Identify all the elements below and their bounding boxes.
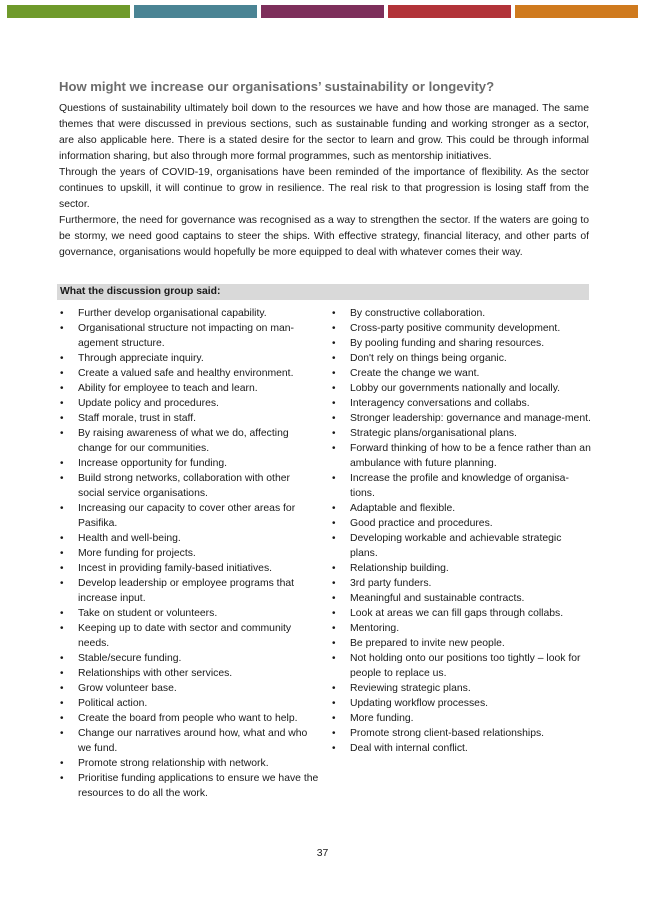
list-item — [331, 411, 591, 426]
list-item — [331, 636, 591, 651]
decorative-color-stripes — [7, 5, 638, 18]
list-item-text: Promote strong relationship with network. — [78, 758, 269, 769]
stripe-red — [388, 5, 511, 18]
list-item-text: Grow volunteer base. — [78, 683, 177, 694]
stripe-plum — [261, 5, 384, 18]
list-item — [59, 426, 319, 456]
bullet-icon: • — [60, 578, 64, 589]
list-item — [59, 351, 319, 366]
list-item-text: Prioritise funding applications to ensure we have the resources to do all the work. — [78, 773, 319, 799]
list-item — [331, 606, 591, 621]
list-item-text: Increase the profile and knowledge of organisa-tions. — [350, 473, 569, 499]
list-item-text: 3rd party funders. — [350, 578, 432, 589]
bullet-icon: • — [332, 368, 336, 379]
list-item-text: Develop leadership or employee programs that increase input. — [78, 578, 295, 604]
stripe-orange — [515, 5, 638, 18]
list-item-text: More funding. — [350, 713, 414, 724]
list-item-text: Cross-party positive community development. — [350, 323, 561, 334]
bullet-icon: • — [60, 413, 64, 424]
list-item-text: Keeping up to date with sector and community needs. — [78, 623, 292, 649]
page-number: 37 — [316, 848, 329, 859]
list-item — [59, 681, 319, 696]
list-item — [331, 561, 591, 576]
bullet-icon: • — [332, 413, 336, 424]
bullet-icon: • — [60, 548, 64, 559]
list-item-text: Mentoring. — [350, 623, 400, 634]
bullet-icon: • — [60, 623, 64, 634]
list-item — [331, 741, 591, 756]
bullet-icon: • — [332, 698, 336, 709]
list-item-text: Be prepared to invite new people. — [350, 638, 505, 649]
list-item-text: Lobby our governments nationally and locally. — [350, 383, 561, 394]
list-item-text: More funding for projects. — [78, 548, 196, 559]
list-item-text: Relationship building. — [350, 563, 449, 574]
list-item-text: Ability for employee to teach and learn. — [78, 383, 258, 394]
list-item — [331, 471, 591, 501]
bullet-icon: • — [60, 668, 64, 679]
list-item — [59, 696, 319, 711]
list-item — [331, 516, 591, 531]
list-item-text: Build strong networks, collaboration with other social service organisations. — [78, 473, 290, 499]
bullet-icon: • — [332, 638, 336, 649]
list-item — [331, 576, 591, 591]
list-item-text: Adaptable and flexible. — [350, 503, 456, 514]
list-item — [331, 531, 591, 561]
stripe-teal — [134, 5, 257, 18]
bullet-icon: • — [60, 773, 64, 784]
list-item — [59, 576, 319, 606]
bullet-icon: • — [60, 473, 64, 484]
list-item-text: Reviewing strategic plans. — [350, 683, 471, 694]
list-item — [331, 501, 591, 516]
bullet-icon: • — [60, 698, 64, 709]
bullet-icon: • — [332, 443, 336, 454]
list-item — [331, 711, 591, 726]
bullet-icon: • — [60, 653, 64, 664]
bullet-icon: • — [60, 428, 64, 439]
stripe-green — [7, 5, 130, 18]
bullet-icon: • — [60, 383, 64, 394]
discussion-group-header: What the discussion group said: — [57, 284, 589, 300]
bullet-icon: • — [332, 518, 336, 529]
list-item — [59, 381, 319, 396]
list-item-text: Staff morale, trust in staff. — [78, 413, 197, 424]
bullet-icon: • — [332, 383, 336, 394]
bullet-icon: • — [332, 653, 336, 664]
bullet-icon: • — [332, 683, 336, 694]
bullet-icon: • — [60, 563, 64, 574]
list-item — [331, 306, 591, 321]
list-item — [59, 501, 319, 531]
list-item-text: Health and well-being. — [78, 533, 181, 544]
bullet-icon: • — [332, 578, 336, 589]
list-item-text: By raising awareness of what we do, affecting change for our communities. — [78, 428, 289, 454]
list-item-text: Relationships with other services. — [78, 668, 233, 679]
list-item — [331, 321, 591, 336]
bullet-icon: • — [332, 593, 336, 604]
list-item-text: Forward thinking of how to be a fence rather than an ambulance with future planning. — [350, 443, 591, 469]
bullet-icon: • — [60, 533, 64, 544]
bullet-icon: • — [60, 608, 64, 619]
bullet-icon: • — [60, 308, 64, 319]
list-item — [331, 651, 591, 681]
list-item — [59, 546, 319, 561]
bullet-icon: • — [332, 428, 336, 439]
list-item — [59, 561, 319, 576]
bullet-icon: • — [332, 503, 336, 514]
bullet-icon: • — [332, 353, 336, 364]
list-item — [331, 441, 591, 471]
list-item — [331, 336, 591, 351]
list-item-text: Look at areas we can fill gaps through collabs. — [350, 608, 564, 619]
list-item-text: Update policy and procedures. — [78, 398, 219, 409]
bullet-icon: • — [60, 683, 64, 694]
left-bullet-list — [59, 306, 319, 801]
list-item-text: Political action. — [78, 698, 148, 709]
right-bullet-list — [331, 306, 591, 756]
bullet-icon: • — [60, 728, 64, 739]
list-item-text: Create the board from people who want to help. — [78, 713, 298, 724]
list-item — [331, 681, 591, 696]
bullet-icon: • — [332, 623, 336, 634]
list-item — [59, 396, 319, 411]
list-item — [331, 381, 591, 396]
list-item-text: Updating workflow processes. — [350, 698, 489, 709]
list-item — [59, 621, 319, 651]
bullet-icon: • — [60, 323, 64, 334]
list-item-text: Strategic plans/organisational plans. — [350, 428, 517, 439]
list-item — [59, 411, 319, 426]
bullet-icon: • — [60, 398, 64, 409]
list-item — [331, 426, 591, 441]
list-item — [331, 351, 591, 366]
list-item-text: Further develop organisational capability. — [78, 308, 267, 319]
list-item — [59, 456, 319, 471]
list-item-text: Interagency conversations and collabs. — [350, 398, 530, 409]
list-item-text: Not holding onto our positions too tightly – look for people to replace us. — [350, 653, 581, 679]
list-item-text: Stable/secure funding. — [78, 653, 182, 664]
list-item-text: Don't rely on things being organic. — [350, 353, 507, 364]
list-item-text: Meaningful and sustainable contracts. — [350, 593, 525, 604]
section-heading: How might we increase our organisations’ sustainability or longevity? — [59, 79, 495, 94]
list-item-text: Incest in providing family-based initiatives. — [78, 563, 273, 574]
bullet-icon: • — [332, 323, 336, 334]
body-paragraph: Through the years of COVID-19, organisations have been reminded of the importance of flexibility. As the sector continues to upskill, it will continue to grow in resilience. The real risk to that progression is losing staff from the sector. — [59, 167, 589, 210]
list-item — [331, 396, 591, 411]
bullet-icon: • — [60, 458, 64, 469]
list-item — [331, 621, 591, 636]
list-item — [59, 651, 319, 666]
list-item-text: Deal with internal conflict. — [350, 743, 468, 754]
bullet-icon: • — [332, 533, 336, 544]
list-item-text: Organisational structure not impacting on man-agement structure. — [78, 323, 295, 349]
list-item-text: Change our narratives around how, what and who we fund. — [78, 728, 308, 754]
list-item-text: Increase opportunity for funding. — [78, 458, 228, 469]
bullet-icon: • — [332, 398, 336, 409]
body-paragraph: Questions of sustainability ultimately boil down to the resources we have and how those are managed. The same themes that were discussed in previous sections, such as sustainable funding and working stronger as a sector, are also applicable here. There is a stated desire for the sector to learn and grow. This could be through informal information sharing, but also through more formal programmes, such as mentorship initiatives. — [59, 103, 589, 162]
list-item — [59, 366, 319, 381]
list-item — [59, 666, 319, 681]
bullet-icon: • — [332, 743, 336, 754]
list-item-text: Good practice and procedures. — [350, 518, 493, 529]
list-item-text: By constructive collaboration. — [350, 308, 486, 319]
bullet-icon: • — [60, 758, 64, 769]
list-item-text: Through appreciate inquiry. — [78, 353, 204, 364]
list-item — [59, 321, 319, 351]
bullet-icon: • — [60, 503, 64, 514]
list-item — [59, 711, 319, 726]
list-item-text: Create the change we want. — [350, 368, 480, 379]
bullet-icon: • — [60, 353, 64, 364]
bullet-icon: • — [332, 713, 336, 724]
bullet-icon: • — [60, 713, 64, 724]
list-item-text: Promote strong client-based relationships. — [350, 728, 545, 739]
list-item — [331, 366, 591, 381]
bullet-icon: • — [332, 338, 336, 349]
list-item-text: By pooling funding and sharing resources. — [350, 338, 545, 349]
list-item — [59, 756, 319, 771]
list-item-text: Developing workable and achievable strategic plans. — [350, 533, 562, 559]
list-item — [59, 306, 319, 321]
list-item — [331, 726, 591, 741]
list-item-text: Stronger leadership: governance and manage-ment. — [350, 413, 591, 424]
list-item — [331, 591, 591, 606]
bullet-icon: • — [332, 308, 336, 319]
bullet-icon: • — [332, 608, 336, 619]
list-item — [59, 606, 319, 621]
bullet-icon: • — [332, 728, 336, 739]
list-item — [331, 696, 591, 711]
bullet-icon: • — [60, 368, 64, 379]
body-paragraph: Furthermore, the need for governance was recognised as a way to strengthen the sector. If the waters are going to be stormy, we need good captains to steer the ships. With effective strategy, financial literacy, and other parts of governance, organisations would hopefully be more equipped to deal with whatever comes their way. — [59, 215, 589, 258]
list-item — [59, 471, 319, 501]
bullet-icon: • — [332, 563, 336, 574]
list-item-text: Create a valued safe and healthy environment. — [78, 368, 294, 379]
list-item — [59, 771, 319, 801]
list-item-text: Take on student or volunteers. — [78, 608, 218, 619]
list-item — [59, 531, 319, 546]
list-item — [59, 726, 319, 756]
list-item-text: Increasing our capacity to cover other areas for Pasifika. — [78, 503, 296, 529]
bullet-icon: • — [332, 473, 336, 484]
